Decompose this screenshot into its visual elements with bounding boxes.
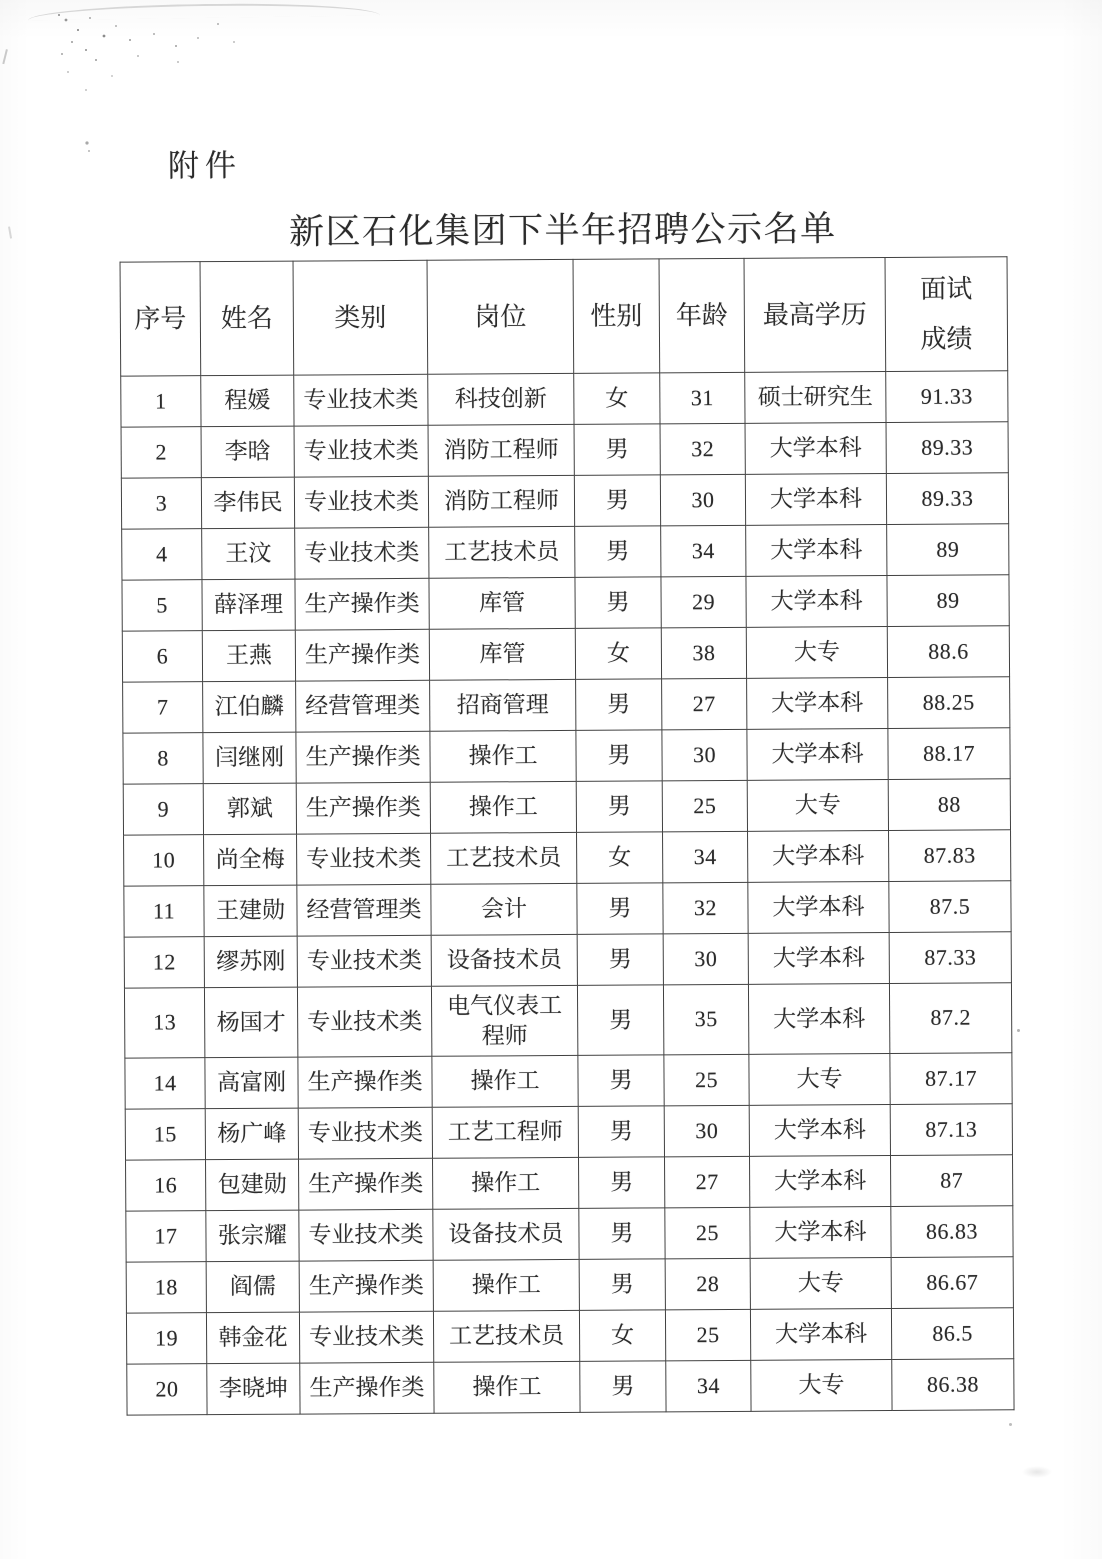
cell-gender: 男 <box>577 934 663 986</box>
cell-age: 31 <box>660 372 745 424</box>
column-header-age: 年龄 <box>659 258 745 373</box>
cell-index: 6 <box>122 631 202 682</box>
table-row <box>126 1257 1013 1313</box>
cell-education: 大专 <box>746 626 887 678</box>
cell-education: 大学本科 <box>746 524 887 576</box>
cell-score: 87.83 <box>889 830 1011 882</box>
cell-score: 88.6 <box>887 626 1009 678</box>
cell-score: 91.33 <box>886 371 1008 423</box>
cell-education: 大学本科 <box>748 881 889 933</box>
cell-index: 3 <box>121 478 201 529</box>
cell-category: 生产操作类 <box>298 1056 432 1108</box>
cell-index: 1 <box>121 376 201 427</box>
cell-position: 库管 <box>429 577 575 629</box>
cell-position: 电气仪表工程师 <box>431 985 577 1056</box>
cell-age: 34 <box>666 1360 751 1412</box>
cell-name: 程媛 <box>201 375 294 427</box>
table-row <box>122 575 1009 631</box>
cell-education: 大学本科 <box>747 677 888 729</box>
cell-age: 27 <box>662 678 747 730</box>
cell-position: 操作工 <box>434 1361 580 1413</box>
cell-age: 28 <box>665 1258 750 1310</box>
cell-education: 大学本科 <box>748 830 889 882</box>
cell-name: 尚全梅 <box>204 834 297 886</box>
cell-index: 2 <box>121 427 201 478</box>
cell-gender: 男 <box>578 1106 664 1158</box>
cell-position: 工艺技术员 <box>429 526 575 578</box>
cell-index: 10 <box>124 835 204 886</box>
cell-index: 18 <box>126 1262 206 1313</box>
cell-position: 设备技术员 <box>433 1208 579 1260</box>
cell-category: 专业技术类 <box>294 374 428 426</box>
cell-age: 27 <box>664 1156 749 1208</box>
cell-gender: 男 <box>576 730 662 782</box>
cell-index: 4 <box>122 529 202 580</box>
cell-name: 杨国才 <box>204 987 297 1058</box>
cell-gender: 男 <box>577 985 663 1056</box>
cell-education: 大学本科 <box>748 983 889 1054</box>
cell-name: 薛泽理 <box>202 579 295 631</box>
cell-index: 20 <box>127 1364 207 1415</box>
cell-education: 大学本科 <box>749 1104 890 1156</box>
cell-age: 30 <box>662 729 747 781</box>
cell-index: 11 <box>124 886 204 937</box>
cell-position: 科技创新 <box>428 373 574 425</box>
cell-gender: 男 <box>576 679 662 731</box>
table-row <box>123 728 1010 784</box>
cell-gender: 女 <box>577 832 663 884</box>
cell-education: 大专 <box>747 779 888 831</box>
cell-index: 17 <box>126 1211 206 1262</box>
cell-score: 87.13 <box>890 1104 1012 1156</box>
cell-position: 操作工 <box>433 1259 579 1311</box>
cell-score: 87.5 <box>889 881 1011 933</box>
page-title: 新区石化集团下半年招聘公示名单 <box>288 209 837 252</box>
cell-position: 操作工 <box>430 730 576 782</box>
cell-gender: 男 <box>577 883 663 935</box>
cell-position: 操作工 <box>430 781 576 833</box>
cell-score: 89.33 <box>886 473 1008 525</box>
cell-name: 李伟民 <box>201 477 294 529</box>
cell-position: 操作工 <box>433 1157 579 1209</box>
cell-age: 34 <box>663 831 748 883</box>
attachment-label: 附件 <box>167 147 243 184</box>
cell-index: 8 <box>123 733 203 784</box>
cell-category: 经营管理类 <box>296 680 430 732</box>
table-row <box>121 473 1008 529</box>
cell-index: 15 <box>125 1109 205 1160</box>
cell-position: 工艺技术员 <box>433 1310 579 1362</box>
cell-index: 14 <box>125 1058 205 1109</box>
recruitment-table <box>120 256 1015 1415</box>
cell-position: 操作工 <box>432 1055 578 1107</box>
cell-score: 87.17 <box>890 1053 1012 1105</box>
table-row <box>124 881 1011 937</box>
cell-score: 89 <box>887 524 1009 576</box>
cell-age: 30 <box>660 474 745 526</box>
cell-category: 专业技术类 <box>295 527 429 579</box>
cell-education: 大学本科 <box>745 423 886 475</box>
table-row <box>124 932 1011 988</box>
table-row <box>121 422 1008 478</box>
cell-name: 李晗 <box>201 426 294 478</box>
table-row <box>125 1053 1012 1109</box>
table-row <box>123 677 1010 733</box>
cell-age: 30 <box>664 1105 749 1157</box>
cell-gender: 女 <box>579 1310 665 1362</box>
cell-gender: 男 <box>579 1208 665 1260</box>
cell-age: 30 <box>663 933 748 985</box>
column-header-name: 姓名 <box>200 261 294 376</box>
table-row <box>126 1155 1013 1211</box>
table-row <box>121 371 1008 427</box>
cell-gender: 男 <box>575 577 661 629</box>
cell-index: 7 <box>123 682 203 733</box>
cell-score: 86.38 <box>892 1359 1014 1411</box>
cell-score: 86.67 <box>891 1257 1013 1309</box>
cell-age: 32 <box>663 882 748 934</box>
cell-name: 李晓坤 <box>207 1363 300 1415</box>
cell-category: 专业技术类 <box>294 476 428 528</box>
table-row <box>126 1308 1013 1364</box>
cell-name: 杨广峰 <box>205 1108 298 1160</box>
cell-position: 会计 <box>431 883 577 935</box>
cell-gender: 男 <box>574 424 660 476</box>
column-header-gender: 性别 <box>573 259 660 374</box>
cell-gender: 女 <box>575 628 661 680</box>
cell-age: 25 <box>665 1207 750 1259</box>
cell-age: 38 <box>661 627 746 679</box>
table-row <box>124 830 1011 886</box>
cell-name: 王建勋 <box>204 885 297 937</box>
table-row <box>123 779 1010 835</box>
cell-education: 大学本科 <box>746 575 887 627</box>
cell-score: 88.17 <box>888 728 1010 780</box>
cell-position: 招商管理 <box>430 679 576 731</box>
cell-name: 高富刚 <box>205 1057 298 1109</box>
cell-education: 大专 <box>751 1359 892 1411</box>
cell-index: 12 <box>124 937 204 988</box>
cell-index: 19 <box>126 1313 206 1364</box>
cell-name: 郭斌 <box>203 783 296 835</box>
cell-education: 硕士研究生 <box>745 372 886 424</box>
cell-category: 经营管理类 <box>297 884 431 936</box>
column-header-category: 类别 <box>293 260 428 375</box>
cell-category: 专业技术类 <box>297 935 431 987</box>
cell-education: 大专 <box>749 1053 890 1105</box>
cell-position: 工艺技术员 <box>431 832 577 884</box>
cell-education: 大学本科 <box>745 473 886 525</box>
cell-category: 生产操作类 <box>299 1158 433 1210</box>
cell-category: 生产操作类 <box>295 578 429 630</box>
cell-category: 专业技术类 <box>299 1311 433 1363</box>
cell-gender: 男 <box>576 781 662 833</box>
cell-category: 专业技术类 <box>299 1209 433 1261</box>
cell-gender: 男 <box>579 1157 665 1209</box>
cell-score: 88 <box>888 779 1010 831</box>
cell-index: 16 <box>126 1160 206 1211</box>
cell-position: 库管 <box>429 628 575 680</box>
column-header-education: 最高学历 <box>744 258 886 373</box>
cell-score: 87.2 <box>889 983 1011 1054</box>
cell-gender: 男 <box>580 1361 666 1413</box>
cell-position: 消防工程师 <box>428 475 574 527</box>
cell-name: 闫继刚 <box>203 732 296 784</box>
cell-index: 9 <box>123 784 203 835</box>
table-row <box>122 524 1009 580</box>
cell-category: 专业技术类 <box>298 1107 432 1159</box>
cell-position: 工艺工程师 <box>432 1106 578 1158</box>
cell-gender: 男 <box>575 526 661 578</box>
cell-name: 包建勋 <box>206 1159 299 1211</box>
cell-index: 13 <box>124 988 204 1058</box>
cell-category: 生产操作类 <box>300 1362 434 1414</box>
cell-name: 缪苏刚 <box>204 936 297 988</box>
column-header-score: 面试 成绩 <box>885 257 1008 372</box>
cell-category: 生产操作类 <box>296 731 430 783</box>
cell-name: 韩金花 <box>206 1312 299 1364</box>
column-header-index: 序号 <box>120 262 201 376</box>
roster-table-body <box>121 371 1014 1415</box>
cell-age: 34 <box>661 525 746 577</box>
cell-age: 25 <box>662 780 747 832</box>
cell-name: 王燕 <box>202 630 295 682</box>
table-row <box>126 1206 1013 1262</box>
cell-age: 25 <box>665 1309 750 1361</box>
cell-gender: 男 <box>579 1259 665 1311</box>
cell-category: 生产操作类 <box>296 782 430 834</box>
cell-education: 大学本科 <box>750 1206 891 1258</box>
cell-education: 大学本科 <box>747 728 888 780</box>
cell-category: 专业技术类 <box>297 986 431 1057</box>
table-row <box>127 1359 1014 1415</box>
cell-score: 89.33 <box>886 422 1008 474</box>
cell-score: 87.33 <box>889 932 1011 984</box>
cell-name: 阎儒 <box>206 1261 299 1313</box>
cell-age: 35 <box>663 984 748 1055</box>
cell-name: 张宗耀 <box>206 1210 299 1262</box>
cell-name: 王汶 <box>202 528 295 580</box>
cell-education: 大学本科 <box>749 1155 890 1207</box>
cell-age: 32 <box>660 423 745 475</box>
cell-score: 89 <box>887 575 1009 627</box>
cell-education: 大专 <box>750 1257 891 1309</box>
cell-gender: 男 <box>578 1055 664 1107</box>
cell-category: 专业技术类 <box>294 425 428 477</box>
cell-category: 专业技术类 <box>297 833 431 885</box>
cell-index: 5 <box>122 580 202 631</box>
cell-education: 大学本科 <box>748 932 889 984</box>
cell-age: 25 <box>664 1054 749 1106</box>
cell-score: 87 <box>890 1155 1012 1207</box>
table-header-row <box>120 257 1008 376</box>
column-header-position: 岗位 <box>427 259 574 374</box>
cell-category: 生产操作类 <box>295 629 429 681</box>
cell-score: 86.5 <box>891 1308 1013 1360</box>
cell-position: 设备技术员 <box>431 934 577 986</box>
cell-age: 29 <box>661 576 746 628</box>
cell-position: 消防工程师 <box>428 424 574 476</box>
cell-score: 88.25 <box>888 677 1010 729</box>
cell-category: 生产操作类 <box>299 1260 433 1312</box>
cell-score: 86.83 <box>891 1206 1013 1258</box>
table-row <box>125 1104 1012 1160</box>
cell-name: 江伯麟 <box>203 681 296 733</box>
cell-gender: 女 <box>574 373 660 425</box>
table-row <box>122 626 1009 682</box>
cell-gender: 男 <box>574 475 660 527</box>
cell-education: 大学本科 <box>750 1308 891 1360</box>
table-row <box>124 983 1011 1058</box>
